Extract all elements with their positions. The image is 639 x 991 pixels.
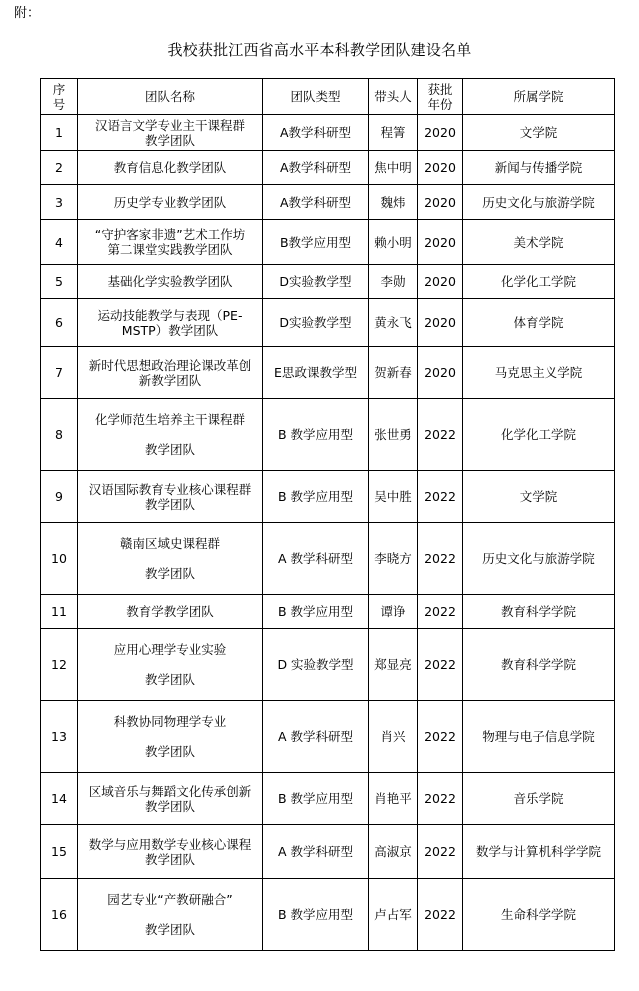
team-name-line: “守护客家非遗”艺术工作坊	[94, 227, 246, 242]
team-name-line: 教育信息化教学团队	[113, 160, 227, 175]
table-row	[41, 151, 615, 185]
table-row	[41, 265, 615, 299]
header-year: 获批年份	[418, 79, 463, 115]
team-name-line: 教学团队	[144, 851, 195, 867]
table-row	[41, 879, 615, 951]
cell-team-type: A 教学科研型	[263, 523, 369, 595]
cell-leader: 赖小明	[369, 220, 418, 265]
cell-team-type: A教学科研型	[263, 151, 369, 185]
table-row	[41, 115, 615, 151]
cell-seq: 15	[41, 825, 78, 879]
header-seq: 序号	[41, 79, 78, 115]
team-name-line: 运动技能教学与表现（PE-	[97, 307, 243, 323]
cell-school: 历史文化与旅游学院	[463, 523, 615, 595]
cell-school: 数学与计算机科学学院	[463, 825, 615, 879]
team-name-line	[80, 657, 260, 672]
table-row	[41, 185, 615, 220]
cell-year: 2020	[418, 151, 463, 185]
team-name-line	[80, 907, 260, 922]
team-name-line: 历史学专业教学团队	[113, 194, 227, 210]
team-name-line: 教学团队	[144, 922, 195, 937]
cell-leader: 肖艳平	[369, 773, 418, 825]
cell-team-name	[78, 115, 263, 151]
cell-leader: 郑显亮	[369, 629, 418, 701]
table-row	[41, 825, 615, 879]
cell-year: 2020	[418, 185, 463, 220]
cell-team-name	[78, 299, 263, 347]
cell-year: 2020	[418, 265, 463, 299]
cell-team-type: A教学科研型	[263, 185, 369, 220]
cell-team-name	[78, 523, 263, 595]
cell-seq: 12	[41, 629, 78, 701]
header-leader: 带头人	[369, 79, 418, 115]
cell-year: 2020	[418, 220, 463, 265]
cell-leader: 卢占军	[369, 879, 418, 951]
cell-team-name	[78, 220, 263, 265]
team-name-line: 教学团队	[144, 672, 195, 687]
cell-leader: 焦中明	[369, 151, 418, 185]
cell-year: 2020	[418, 115, 463, 151]
cell-leader: 高淑京	[369, 825, 418, 879]
cell-school: 历史文化与旅游学院	[463, 185, 615, 220]
cell-leader: 黄永飞	[369, 299, 418, 347]
cell-team-name	[78, 265, 263, 299]
cell-seq: 13	[41, 701, 78, 773]
table-row	[41, 773, 615, 825]
team-name-line: 新教学团队	[138, 372, 202, 388]
cell-seq: 9	[41, 471, 78, 523]
cell-leader: 李勋	[369, 265, 418, 299]
cell-team-name	[78, 825, 263, 879]
cell-year: 2022	[418, 399, 463, 471]
team-name-line: 教学团队	[144, 744, 195, 759]
cell-school: 教育科学学院	[463, 595, 615, 629]
table-row	[41, 629, 615, 701]
cell-seq: 3	[41, 185, 78, 220]
cell-team-type: D实验教学型	[263, 299, 369, 347]
team-name-line	[80, 729, 260, 744]
cell-seq: 7	[41, 347, 78, 399]
cell-year: 2022	[418, 701, 463, 773]
cell-seq: 5	[41, 265, 78, 299]
cell-seq: 8	[41, 399, 78, 471]
table-row	[41, 399, 615, 471]
team-name-line	[80, 427, 260, 442]
cell-seq: 10	[41, 523, 78, 595]
cell-team-type: D 实验教学型	[263, 629, 369, 701]
cell-school: 化学化工学院	[463, 265, 615, 299]
team-list-table	[40, 78, 615, 951]
cell-team-type: B教学应用型	[263, 220, 369, 265]
cell-school: 新闻与传播学院	[463, 151, 615, 185]
team-name-line: 汉语言文学专业主干课程群	[94, 117, 245, 133]
cell-year: 2022	[418, 629, 463, 701]
team-name-line: 教育学教学团队	[126, 604, 214, 619]
cell-team-name	[78, 879, 263, 951]
cell-year: 2022	[418, 773, 463, 825]
team-name-line: 教学团队	[144, 496, 195, 512]
cell-team-type: D实验教学型	[263, 265, 369, 299]
cell-seq: 2	[41, 151, 78, 185]
cell-leader: 张世勇	[369, 399, 418, 471]
cell-year: 2022	[418, 595, 463, 629]
attachment-label: 附：	[14, 6, 41, 21]
cell-school: 体育学院	[463, 299, 615, 347]
cell-team-name	[78, 701, 263, 773]
team-name-line: 教学团队	[144, 442, 195, 457]
cell-year: 2022	[418, 471, 463, 523]
team-name-line: 第二课堂实践教学团队	[107, 242, 233, 257]
cell-school: 音乐学院	[463, 773, 615, 825]
cell-school: 文学院	[463, 471, 615, 523]
team-name-line: 汉语国际教育专业核心课程群	[88, 481, 252, 497]
team-name-line: 应用心理学专业实验	[113, 642, 227, 657]
team-name-line: 园艺专业“产教研融合”	[107, 892, 233, 907]
team-name-line: 区域音乐与舞蹈文化传承创新	[88, 783, 252, 799]
cell-leader: 魏炜	[369, 185, 418, 220]
table-row	[41, 523, 615, 595]
cell-team-name	[78, 399, 263, 471]
cell-team-name	[78, 629, 263, 701]
team-name-line: 赣南区域史课程群	[119, 536, 220, 551]
cell-team-name	[78, 471, 263, 523]
cell-team-type: B 教学应用型	[263, 879, 369, 951]
cell-team-type: B 教学应用型	[263, 773, 369, 825]
cell-team-type: B 教学应用型	[263, 471, 369, 523]
cell-school: 马克思主义学院	[463, 347, 615, 399]
table-row	[41, 595, 615, 629]
cell-seq: 1	[41, 115, 78, 151]
cell-year: 2022	[418, 879, 463, 951]
cell-team-name	[78, 185, 263, 220]
cell-team-name	[78, 595, 263, 629]
cell-leader: 吴中胜	[369, 471, 418, 523]
table-row	[41, 701, 615, 773]
header-school: 所属学院	[463, 79, 615, 115]
cell-team-name	[78, 773, 263, 825]
team-name-line: 基础化学实验教学团队	[107, 274, 233, 289]
cell-school: 美术学院	[463, 220, 615, 265]
team-name-line: 教学团队	[144, 798, 195, 814]
cell-year: 2022	[418, 523, 463, 595]
table-row	[41, 471, 615, 523]
table-header-row	[41, 79, 615, 115]
table-row	[41, 299, 615, 347]
team-name-line: 教学团队	[144, 566, 195, 581]
cell-team-type: B 教学应用型	[263, 399, 369, 471]
cell-seq: 14	[41, 773, 78, 825]
cell-team-name	[78, 347, 263, 399]
cell-leader: 李晓方	[369, 523, 418, 595]
header-team-name: 团队名称	[78, 79, 263, 115]
cell-leader: 肖兴	[369, 701, 418, 773]
header-team-type: 团队类型	[263, 79, 369, 115]
cell-seq: 16	[41, 879, 78, 951]
cell-year: 2022	[418, 825, 463, 879]
cell-seq: 6	[41, 299, 78, 347]
cell-leader: 贺新春	[369, 347, 418, 399]
table-row	[41, 220, 615, 265]
cell-team-type: E思政课教学型	[263, 347, 369, 399]
cell-school: 教育科学学院	[463, 629, 615, 701]
table-body	[41, 115, 615, 951]
cell-school: 化学化工学院	[463, 399, 615, 471]
cell-year: 2020	[418, 347, 463, 399]
cell-leader: 谭诤	[369, 595, 418, 629]
document-title: 我校获批江西省高水平本科教学团队建设名单	[167, 41, 472, 59]
cell-leader: 程箐	[369, 115, 418, 151]
team-name-line	[80, 551, 260, 566]
team-name-line: 科教协同物理学专业	[113, 714, 227, 729]
cell-seq: 4	[41, 220, 78, 265]
cell-school: 生命科学学院	[463, 879, 615, 951]
cell-team-type: B 教学应用型	[263, 595, 369, 629]
table-row	[41, 347, 615, 399]
team-name-line: MSTP）教学团队	[121, 322, 219, 338]
cell-team-type: A 教学科研型	[263, 701, 369, 773]
cell-year: 2020	[418, 299, 463, 347]
team-name-line: 数学与应用数学专业核心课程	[88, 836, 252, 852]
cell-team-type: A教学科研型	[263, 115, 369, 151]
team-name-line: 教学团队	[144, 132, 195, 148]
cell-school: 文学院	[463, 115, 615, 151]
cell-team-type: A 教学科研型	[263, 825, 369, 879]
cell-seq: 11	[41, 595, 78, 629]
team-name-line: 新时代思想政治理论课改革创	[88, 357, 252, 373]
cell-school: 物理与电子信息学院	[463, 701, 615, 773]
cell-team-name	[78, 151, 263, 185]
team-name-line: 化学师范生培养主干课程群	[94, 412, 245, 427]
